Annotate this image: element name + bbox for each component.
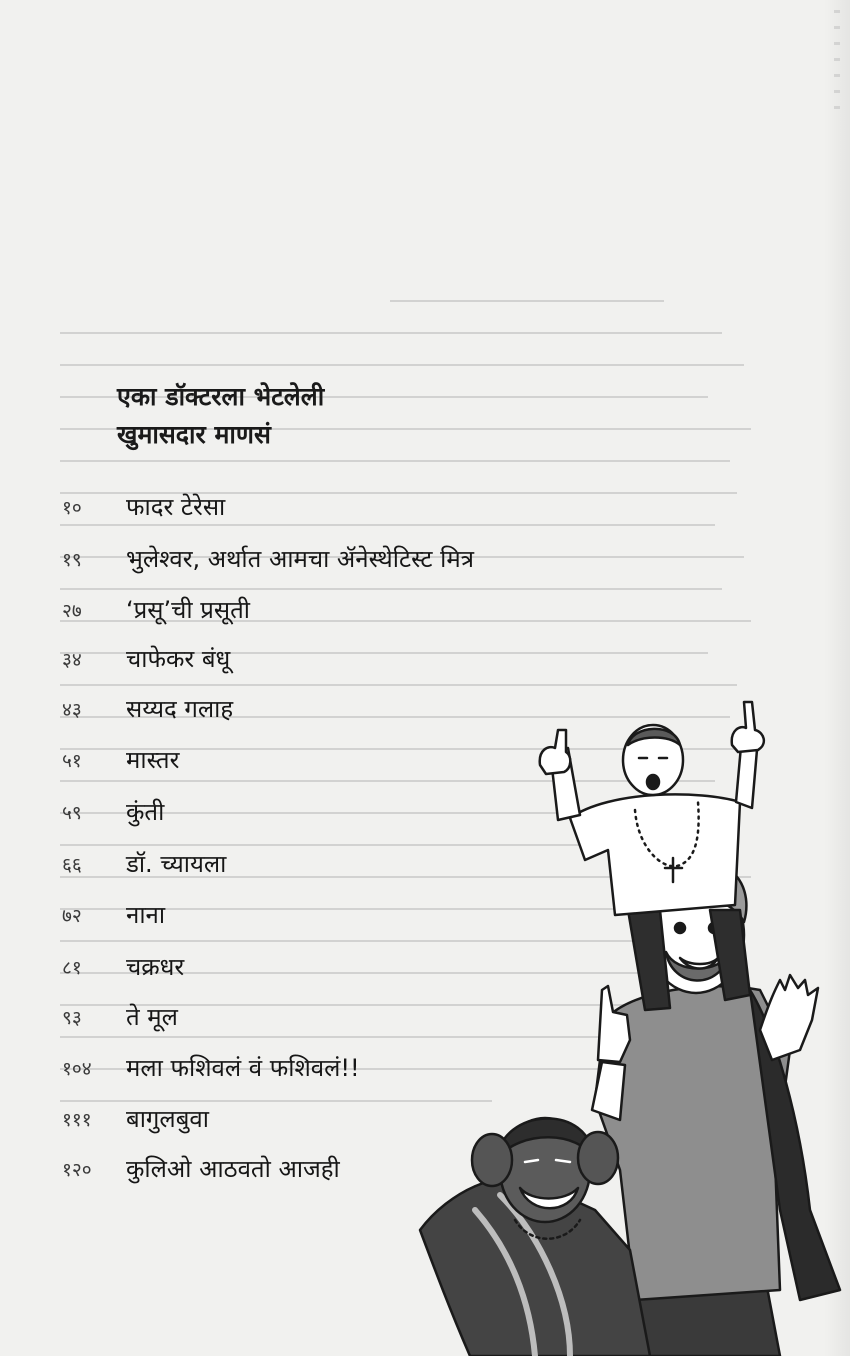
toc-title: चाफेकर बंधू	[126, 645, 231, 673]
toc-page-number: ६६	[62, 854, 82, 876]
toc-page-number: ८१	[62, 957, 82, 979]
toc-title: मास्तर	[126, 746, 180, 774]
toc-title: ‘प्रसू’ची प्रसूती	[126, 596, 250, 624]
toc-title: बागुलबुवा	[126, 1105, 209, 1133]
toc-page-number: ४३	[62, 699, 82, 721]
toc-page-number: १११	[62, 1109, 92, 1131]
toc-page-number: २७	[62, 600, 82, 622]
toc-page-number: १०४	[62, 1058, 92, 1080]
cartoon-characters-illustration	[380, 690, 850, 1356]
toc-page-number: ५१	[62, 750, 82, 772]
toc-entry[interactable]	[62, 542, 582, 578]
toc-title: डॉ. च्यायला	[126, 850, 227, 878]
toc-page-number: १०	[62, 497, 82, 519]
toc-title: कुलिओ आठवतो आजही	[126, 1155, 340, 1183]
heading-line-2: खुमासदार माणसं	[117, 420, 271, 449]
heading-line-1: एका डॉक्टरला भेटलेली	[117, 382, 325, 411]
toc-title: फादर टेरेसा	[126, 493, 226, 521]
toc-page-number: ३४	[62, 649, 82, 671]
toc-title: नाना	[126, 901, 166, 929]
toc-page-number: १९	[62, 549, 82, 571]
toc-page-number: ७२	[62, 905, 82, 927]
toc-title: सय्यद गलाह	[126, 695, 234, 723]
toc-entry[interactable]	[62, 490, 582, 526]
toc-title: भुलेश्वर, अर्थात आमचा ॲनेस्थेटिस्ट मित्र	[126, 545, 474, 573]
toc-page-number: ५९	[62, 802, 82, 824]
toc-title: कुंती	[126, 798, 165, 826]
toc-entry[interactable]	[62, 593, 582, 629]
toc-entry[interactable]	[62, 642, 582, 678]
toc-title: चक्रधर	[126, 953, 185, 981]
toc-page-number: ९३	[62, 1007, 82, 1029]
toc-title: मला फशिवलं वं फशिवलं!!	[126, 1054, 360, 1082]
toc-title: ते मूल	[126, 1003, 178, 1031]
toc-page-number: १२०	[62, 1159, 92, 1181]
